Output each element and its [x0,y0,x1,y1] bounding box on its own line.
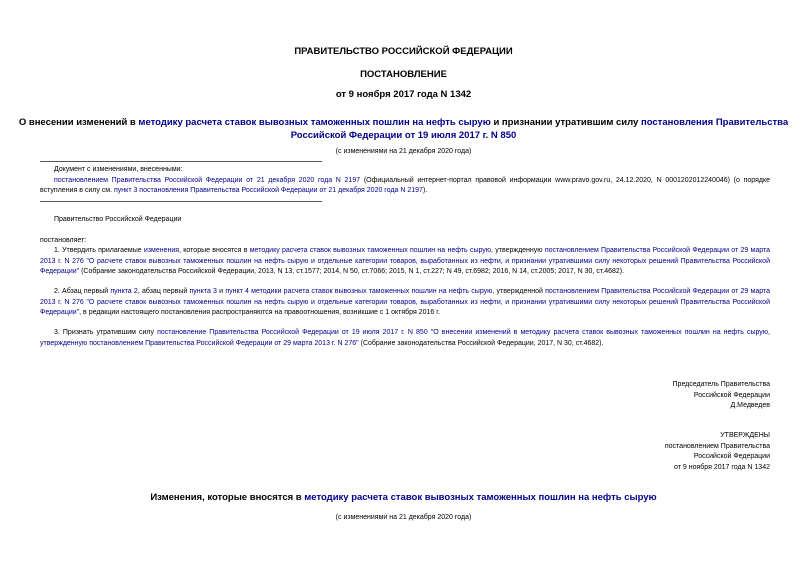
item1-text-d: (Собрание законодательства Российской Федерации, 2013, N 13, ст.1577; 2014, N 50, ст.7066; 2015, N 1, ст.227; N 49, ст.6982; 2016, N 14, ст.2005; 2017, N 30, ст.4682). [79,268,625,275]
amendments-text [40,176,770,197]
decrees-word: постановляет: [40,237,87,244]
changes-link[interactable]: изменения [143,247,180,254]
document-type: ПОСТАНОВЛЕНИЕ [360,69,447,80]
item-1 [40,246,770,278]
changes-note: (с изменениями на 21 декабря 2020 года) [335,148,472,155]
government-heading: ПРАВИТЕЛЬСТВО РОССИЙСКОЙ ФЕДЕРАЦИИ [294,46,513,57]
title-text-1: О внесении изменений в [18,117,139,128]
changes-note-2: (с изменениями на 21 декабря 2020 года) [335,514,472,521]
item2-text-e: , в редакции настоящего постановления распространяются на правоотношения, возникшие с 1 октября 2016 г. [79,309,440,316]
item3-text-b: (Собрание законодательства Российской Федерации, 2017, N 30, ст.4682). [358,339,604,347]
methodology-link[interactable]: методику расчета ставок вывозных таможенных пошлин на нефть сырую [138,117,491,128]
item2-text-c: и [216,288,226,295]
title-text-2: и признании утратившим силу [490,117,641,128]
item2-resolution-276-link-a[interactable]: постановлением Правительства Российской Федерации от 29 [545,288,749,295]
resolution-276-link-a[interactable]: постановлением Правительства Российской Федерации от 29 [544,247,749,254]
approved-by: постановлением Правительства [664,442,770,450]
divider-top [40,161,322,162]
amendments-heading: Документ с изменениями, внесенными: [54,166,183,173]
resolution-850-link-part1[interactable]: постановления Правительства [640,117,789,128]
item2-text-b: , абзац первый [137,288,190,295]
item3-text-a: 3. Признать утратившим силу [54,329,158,336]
divider-bottom [40,201,322,202]
clause-3-link[interactable]: пункта 3 [189,288,217,295]
item2-resolution-276-link-c[interactable]: Российской Федерации" [40,298,770,316]
signature-name: Д.Медведев [730,402,770,409]
item2-resolution-276-link-b[interactable]: марта 2013 г. N 276 "О расчете ставок вывозных таможенных пошлин на нефть сырую и отдельные категории товаров, выработанных из нефти, и признании утратившими силу некоторых решений Правительства [40,288,770,306]
item2-text-a: 2. Абзац первый [54,288,111,295]
government-rf: Правительство Российской Федерации [54,216,182,223]
approved-org: Российской Федерации [693,453,770,460]
changes-methodology-link[interactable]: методику расчета ставок вывозных таможенных пошлин на нефть сырую [304,492,657,503]
clause-2-link[interactable]: пункта 2 [110,288,138,295]
signature-title: Председатель Правительства [672,381,770,388]
resolution-850-link-b[interactable]: утвержденную постановлением Правительства Российской Федерации от 29 марта 2013 г. N 276" [40,339,359,347]
item-3 [40,328,770,349]
amendments-block [40,165,770,197]
amendments-end: ). [422,187,428,194]
resolution-850-link-a[interactable]: постановление Правительства Российской Федерации от 19 июля 2017 г. N 850 "О внесении изменений в методику расчета ставок вывозных таможенных пошлин на нефть сырую, [157,329,770,336]
signature-org: Российской Федерации [693,391,770,399]
clause-4-methodology-link[interactable]: пункт 4 методики расчета ставок вывозных таможенных пошлин на нефть сырую [225,288,493,295]
resolution-2197-link[interactable]: постановлением Правительства Российской Федерации от 21 декабря 2020 года N 2197 [54,176,361,184]
changes-title-text: Изменения, которые вносятся в [150,492,305,503]
amendments-entry-text: вступления в силу см. [40,187,115,194]
changes-title [0,492,807,503]
approved-date: от 9 ноября 2017 года N 1342 [674,463,770,471]
approved-block [665,431,770,473]
item1-text-b: , которые вносятся в [179,247,250,254]
item-2 [40,287,770,319]
item2-text-d: , утвержденной [492,288,546,295]
item1-text-a: 1. Утвердить прилагаемые [54,247,144,254]
item1-text-c: , утвержденную [491,247,545,254]
resolution-2197-clause3-link[interactable]: пункт 3 постановления Правительства Российской Федерации от 21 декабря 2020 года N 2197 [114,187,423,194]
signature-block [673,380,770,412]
resolution-276-link-c[interactable]: Российской Федерации" [40,257,770,275]
document-date-number: от 9 ноября 2017 года N 1342 [335,89,472,100]
item1-methodology-link[interactable]: методику расчета ставок вывозных таможенных пошлин на нефть сырую [249,247,492,254]
resolution-276-link-b[interactable]: марта 2013 г. N 276 "О расчете ставок вывозных таможенных пошлин на нефть сырую и отдельные категории товаров, выработанных из нефти, и признании утратившими силу некоторых решений Правительства [40,247,771,265]
amendments-source: (Официальный интернет-портал правовой информации www.pravo.gov.ru, 24.12.2020, N 0001202012240046) (о порядке [360,176,770,184]
resolution-850-link-part2[interactable]: Российской Федерации от 19 июля 2017 г. N 850 [290,130,517,141]
document-title [0,116,807,142]
approved-word: УТВЕРЖДЕНЫ [720,432,770,439]
